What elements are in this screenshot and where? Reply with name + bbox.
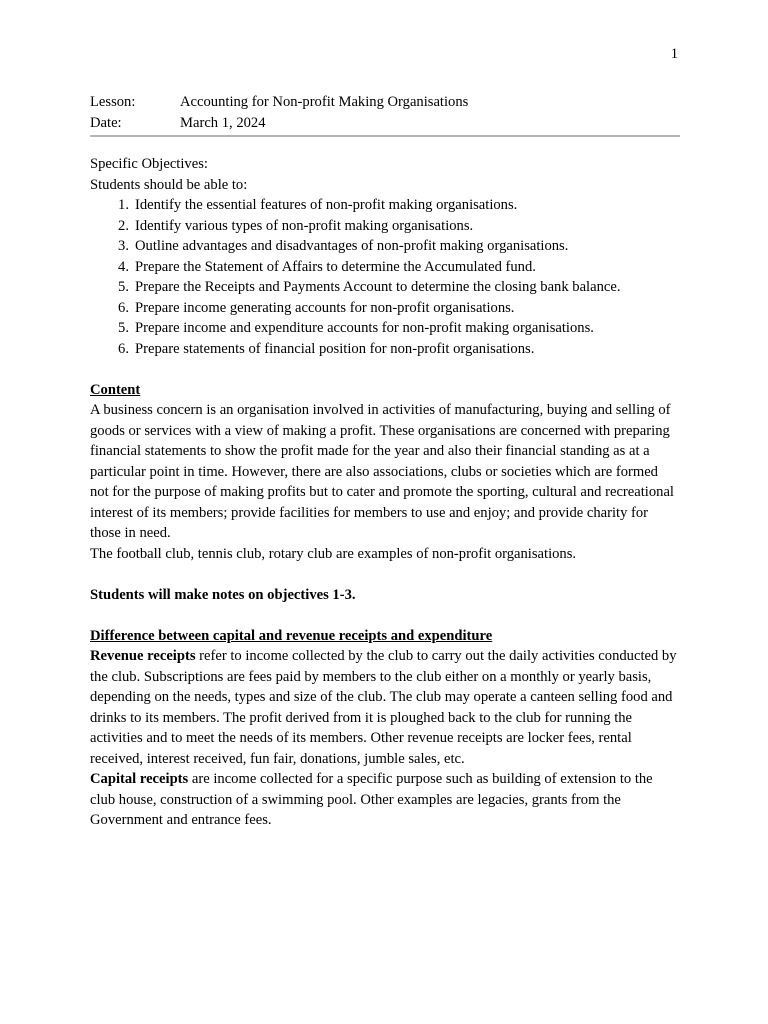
date-label: Date: [90,114,122,131]
revenue-receipts-paragraph [90,646,680,769]
list-text: Outline advantages and disadvantages of non-profit making organisations. [135,238,569,254]
capital-receipts-text: are income collected for a specific purpose such as building of extension to the club house, construction of a swimming pool. Other examples are legacies, grants from the Government and entrance fees. [90,771,653,828]
list-text: Prepare income generating accounts for non-profit organisations. [135,299,515,316]
list-text: Prepare statements of financial position for non-profit organisations. [135,340,535,357]
list-text: Identify the essential features of non-profit making organisations. [135,197,518,213]
list-number: 5. [118,320,129,336]
list-number: 3. [118,238,129,254]
content-paragraph-2: The football club, tennis club, rotary club are examples of non-profit organisations. [90,545,577,562]
revenue-receipts-term: Revenue receipts [90,648,196,664]
list-number: 6. [118,299,129,316]
list-number: 1. [118,197,129,213]
list-item [90,236,680,257]
date-row [90,113,680,134]
lesson-row [90,92,680,113]
capital-receipts-paragraph [90,769,680,831]
list-item [90,257,680,278]
objectives-intro: Students should be able to: [90,176,248,193]
content-heading: Content [90,381,141,398]
content-paragraph-1: A business concern is an organisation involved in activities of manufacturing, buying and selling of goods or services with a view of making a profit. These organisations are concerned with preparing financial statements to show the profit made for the year and also their financial standing as at a particular point in time. However, there are also associations, clubs or societies which are formed not for the purpose of making profits but to cater and promote the sporting, cultural and recreational interest of its members; provide facilities for members to use and enjoy; and provide charity for those in need. [90,402,674,541]
list-number: 5. [118,279,129,295]
list-text: Prepare the Receipts and Payments Account to determine the closing bank balance. [135,279,621,295]
list-item [90,277,680,298]
list-item [90,339,680,360]
objectives-list [90,195,680,359]
date-value: March 1, 2024 [180,114,266,131]
list-text: Prepare the Statement of Affairs to determine the Accumulated fund. [135,258,536,275]
list-number: 6. [118,340,129,357]
list-item [90,298,680,319]
revenue-receipts-text: refer to income collected by the club to carry out the daily activities conducted by the club. Subscriptions are fees paid by members to the club either on a monthly or yearly basis, depending on the needs, types and size of the club. The club may operate a canteen selling food and drinks to its members. The profit derived from it is ploughed back to the club for running the activities and to meet the needs of its members. Other revenue receipts are locker fees, rental received, interest received, fun fair, donations, jumble sales, etc. [90,648,677,767]
capital-receipts-term: Capital receipts [90,771,189,787]
list-item [90,216,680,237]
list-item [90,195,680,216]
lesson-value: Accounting for Non-profit Making Organisations [180,94,469,110]
list-text: Identify various types of non-profit making organisations. [135,217,474,234]
difference-heading: Difference between capital and revenue receipts and expenditure [90,627,493,644]
list-item [90,318,680,339]
header-divider [90,135,680,137]
list-number: 2. [118,217,129,234]
list-number: 4. [118,258,129,275]
objectives-heading: Specific Objectives: [90,156,208,172]
list-text: Prepare income and expenditure accounts for non-profit making organisations. [135,320,594,336]
page-number: 1 [670,46,678,62]
lesson-label: Lesson: [90,94,136,110]
document-body [90,92,680,831]
notes-instruction: Students will make notes on objectives 1-3. [90,586,356,603]
